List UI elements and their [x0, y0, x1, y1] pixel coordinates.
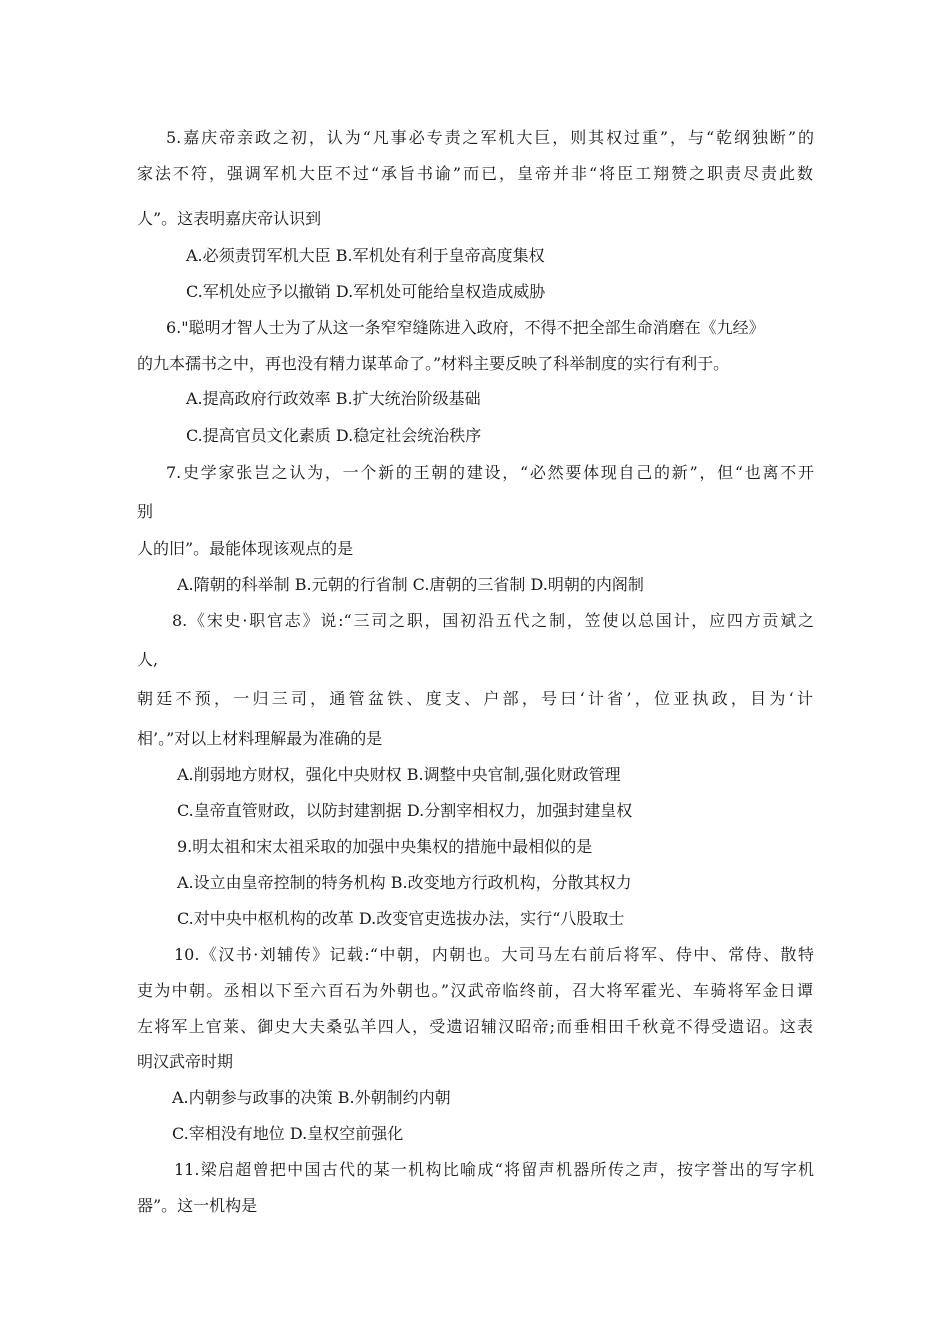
- q11-stem-line-1: 11.梁启超曾把中国古代的某一机构比喻成“将留声机器所传之声，按字誉出的写字机: [174, 1160, 814, 1179]
- q9-options-cd: C.对中央中枢机构的改革 D.改变官吏选拔办法，实行“八股取士: [177, 909, 625, 928]
- q8-stem-line-4: 相’。”对以上材料理解最为准确的是: [137, 729, 383, 748]
- q6-stem-line-2: 的九本孺书之中，再也没有精力谋革命了。”材料主要反映了科举制度的实行有利于。: [137, 354, 730, 373]
- q7-stem-line-3: 人的旧”。最能体现该观点的是: [137, 539, 354, 558]
- q9-options-ab: A.设立由皇帝控制的特务机构 B.改变地方行政机构，分散其权力: [177, 873, 632, 892]
- q5-stem-line-3: 人”。这表明嘉庆帝认识到: [137, 209, 322, 228]
- q7-stem-line-1: 7.史学家张岂之认为，一个新的王朝的建设，“必然要体现自己的新”，但“也离不开: [166, 463, 814, 482]
- q10-stem-line-1: 10.《汉书·刘辅传》记载:“中朝，内朝也。大司马左右前后将军、侍中、常侍、散特: [174, 945, 814, 964]
- q10-options-cd: C.宰相没有地位 D.皇权空前强化: [172, 1124, 404, 1143]
- q10-options-ab: A.内朝参与政事的决策 B.外朝制约内朝: [172, 1088, 451, 1107]
- q10-stem-line-4: 明汉武帝时期: [137, 1052, 234, 1071]
- q8-stem-line-2: 人,: [137, 650, 159, 669]
- q10-stem-line-2: 吏为中朝。丞相以下至六百石为外朝也。”汉武帝临终前，召大将军霍光、车骑将军金日谭: [137, 981, 813, 1000]
- q6-options-ab: A.提高政府行政效率 B.扩大统治阶级基础: [186, 389, 481, 408]
- q9-stem: 9.明太祖和宋太祖采取的加强中央集权的措施中最相似的是: [177, 837, 593, 856]
- q5-options-cd: C.军机处应予以撤销 D.军机处可能给皇权造成威胁: [186, 282, 546, 301]
- q5-stem-line-1: 5.嘉庆帝亲政之初，认为“凡事必专责之军机大巨，则其权过重”，与“乾纲独断”的: [166, 128, 814, 147]
- q5-options-ab: A.必须责罚军机大臣 B.军机处有利于皇帝高度集权: [186, 246, 545, 265]
- q8-stem-line-1: 8.《宋史·职官志》说:“三司之职，国初沿五代之制，笠使以总国计，应四方贡斌之: [172, 611, 814, 630]
- q11-stem-line-2: 器”。这一机构是: [137, 1196, 258, 1215]
- q8-stem-line-3: 朝廷不预，一归三司，通管盆铁、度支、户部，号曰‘计省’，位亚执政，目为‘计: [137, 689, 813, 708]
- q7-stem-line-2: 别: [137, 502, 154, 521]
- q6-stem-line-1: 6."聪明才智人士为了从这一条窄窄缝陈进入政府，不得不把全部生命消磨在《九经》: [166, 318, 765, 337]
- q8-options-ab: A.削弱地方财权，强化中央财权 B.调整中央官制,强化财政管理: [177, 765, 621, 784]
- q10-stem-line-3: 左将军上官莱、御史大夫桑弘羊四人，受遗诏辅汉昭帝;而垂相田千秋竟不得受遗诏。这表: [137, 1017, 813, 1036]
- q5-stem-line-2: 家法不符，强调军机大臣不过“承旨书谕”而已，皇帝并非“将臣工翔赞之职责尽责此数: [137, 164, 813, 183]
- q7-options: A.隋朝的科举制 B.元朝的行省制 C.唐朝的三省制 D.明朝的内阁制: [177, 575, 644, 594]
- q8-options-cd: C.皇帝直管财政，以防封建割据 D.分割宰相权力，加强封建皇权: [177, 801, 633, 820]
- q6-options-cd: C.提高官员文化素质 D.稳定社会统治秩序: [186, 426, 482, 445]
